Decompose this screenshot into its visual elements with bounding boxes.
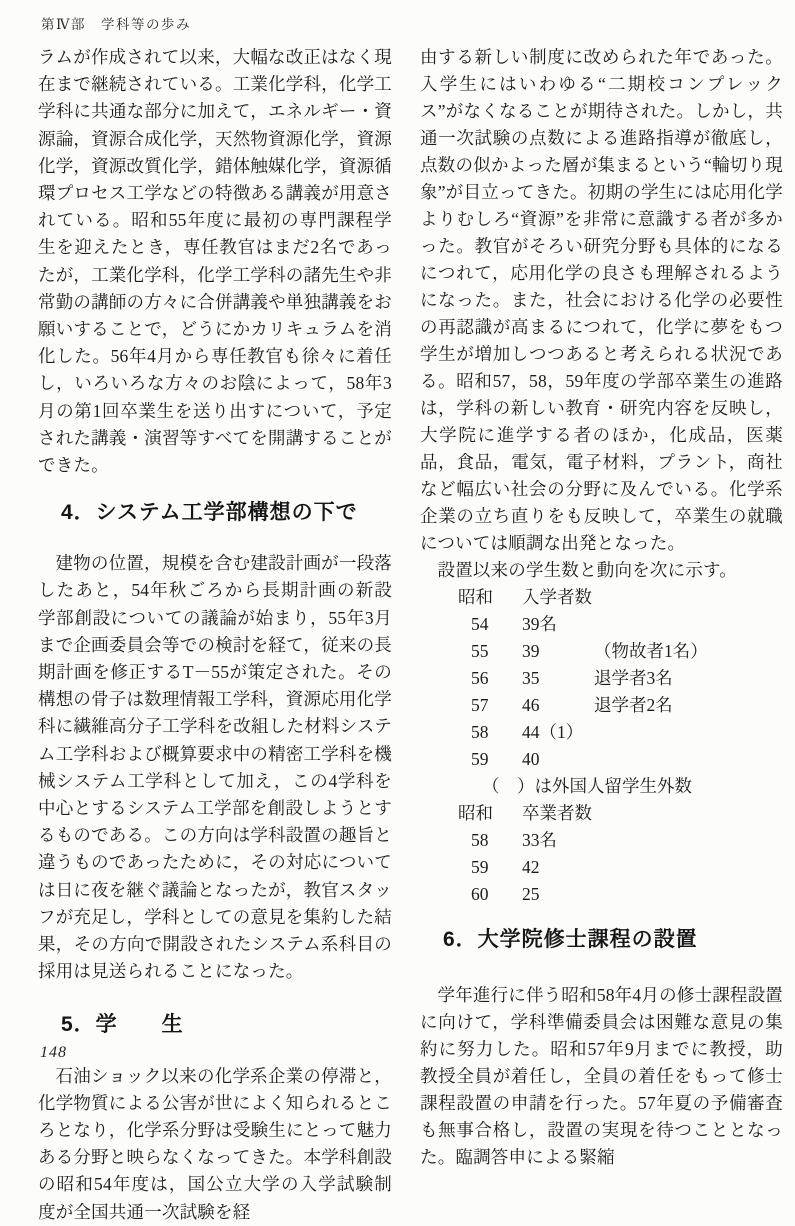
table-row [420, 638, 783, 665]
year-cell: 60 [471, 884, 489, 904]
admissions-table [420, 584, 783, 800]
note-cell [594, 611, 783, 638]
header-year: 昭和 [458, 587, 493, 607]
count-cell: 46 [522, 695, 540, 715]
count-cell: 35 [522, 668, 540, 688]
table-row [420, 854, 783, 881]
paragraph-section-4: 建物の位置，規模を含む建設計画が一段落したあと，54年秋ごろから長期計画の新設学部創設についての議論が始まり，55年3月まで企画委員会等での検討を経て，従来の長期計画を修正するT－55が策定された。その構想の骨子は数理情報工学科，資源応用化学科に繊維高分子工学科を改組した材料システム工学科および概算要求中の精密工学科を機械システム工学科として加え，この4学科を中心とするシステム工学部を創設しようとするものである。この方向は学科設置の趣旨と違うものであったために，その対応については日に夜を継ぐ議論となったが，教官スタッフが充足し，学科としての意見を集約した結果，その方向で開設されたシステム系科目の採用は見送られることになった。 [38, 553, 392, 982]
section-6-heading: 6．大学院修士課程の設置 [443, 928, 698, 951]
count-cell: 25 [522, 884, 540, 904]
paragraph-section-6: 学年進行に伴う昭和58年4月の修士課程設置に向けて，学科準備委員会は困難な意見の集約に努力した。昭和57年9月までに教授，助教授全員が着任し，全員の着任をもって修士課程設置の申請を行った。57年夏の予備審査も無事合格し，設置の実現を待つこととなった。臨調答申による緊縮 [420, 985, 783, 1167]
note-cell: （物故者1名） [594, 641, 708, 661]
note-cell: 退学者2名 [594, 695, 673, 715]
table-row [420, 611, 783, 638]
year-cell: 56 [471, 668, 489, 688]
count-cell: 39 [522, 641, 540, 661]
note-cell [594, 746, 783, 773]
running-head: 第Ⅳ部 学科等の歩み [41, 17, 191, 32]
year-cell: 55 [471, 641, 489, 661]
paragraph-section-5: 石油ショック以来の化学系企業の停滞と，化学物質による公害が世によく知られるところとなり，化学系分野は受験生にとって魅力ある分野と映らなくなってきた。本学科創設の昭和54年度は，国公立大学の入学試験制度が全国共通一次試験を経 [38, 1065, 392, 1222]
header-label: 入学者数 [522, 587, 592, 607]
table-row [420, 665, 783, 692]
table-header-row [420, 584, 783, 611]
section-5-heading: 5．学 生 [61, 1012, 184, 1036]
page-number: 148 [40, 1044, 67, 1061]
table-row [420, 746, 783, 773]
year-cell: 54 [471, 614, 489, 634]
year-cell: 58 [471, 722, 489, 742]
count-cell: 44（1） [522, 722, 584, 742]
left-column [38, 44, 392, 1226]
paragraph-students-continuation: 由する新しい制度に改められた年であった。入学生にはいわゆる“二期校コンプレックス”がなくなることが期待された。しかし，共通一次試験の点数による進路指導が徹底し，点数の似かよった層が集まるという“輪切り現象”が目立ってきた。初期の学生には応用化学よりむしろ“資源”を非常に意識する者が多かった。教官がそろい研究分野も具体的になるにつれて，応用化学の良さも理解されるようになった。また，社会における化学の必要性の再認識が高まるにつれて，化学に夢をもつ学生が増加しつつあると考えられる状況である。昭和57，58，59年度の学部卒業生の進路は，学科の新しい教育・研究内容を反映し，大学院に進学する者のほか，化成品，医薬品，食品，電気，電子材料，プラント，商社など幅広い社会の分野に及んでいる。化学系企業の立ち直りをも反映して，卒業生の就職については順調な出発となった。 [420, 47, 783, 553]
table-row [420, 692, 783, 719]
count-cell: 40 [522, 749, 540, 769]
year-cell: 57 [471, 695, 489, 715]
year-cell: 59 [471, 857, 489, 877]
section-4-heading: 4．システム工学部構想の下で [61, 501, 358, 525]
year-cell: 58 [471, 830, 489, 850]
note-cell [594, 719, 783, 746]
count-cell: 42 [522, 857, 540, 877]
table-header-row [420, 800, 783, 827]
header-year: 昭和 [458, 803, 493, 823]
paragraph-curriculum-continuation: ラムが作成されて以来，大幅な改正はなく現在まで継続されている。工業化学科，化学工学科に共通な部分に加えて，エネルギー・資源論，資源合成化学，天然物資源化学，資源化学，資源改質化学，錯体触媒化学，資源循環プロセス工学などの特徴ある講義が用意されている。昭和55年度に最初の専門課程学生を迎えたとき，専任教官はまだ2名であったが，工業化学科，化学工学科の諸先生や非常勤の講師の方々に合併講義や単独講義をお願いすることで，どうにかカリキュラムを消化した。56年4月から専任教官も徐々に着任し，いろいろな方々のお陰によって，58年3月の第1回卒業生を送り出すについて，予定された講義・演習等すべてを開講することができた。 [38, 47, 392, 476]
count-cell: 39名 [522, 614, 557, 634]
table-row [420, 881, 783, 908]
right-column [420, 44, 783, 1171]
graduates-table [420, 800, 783, 908]
table-row [420, 719, 783, 746]
table-intro-line: 設置以来の学生数と動向を次に示す。 [437, 560, 737, 580]
year-cell: 59 [471, 749, 489, 769]
count-cell: 33名 [522, 830, 557, 850]
note-cell: 退学者3名 [594, 668, 673, 688]
table-footnote: （ ）は外国人留学生外数 [482, 776, 692, 796]
table-row [420, 827, 783, 854]
header-label: 卒業者数 [522, 803, 592, 823]
